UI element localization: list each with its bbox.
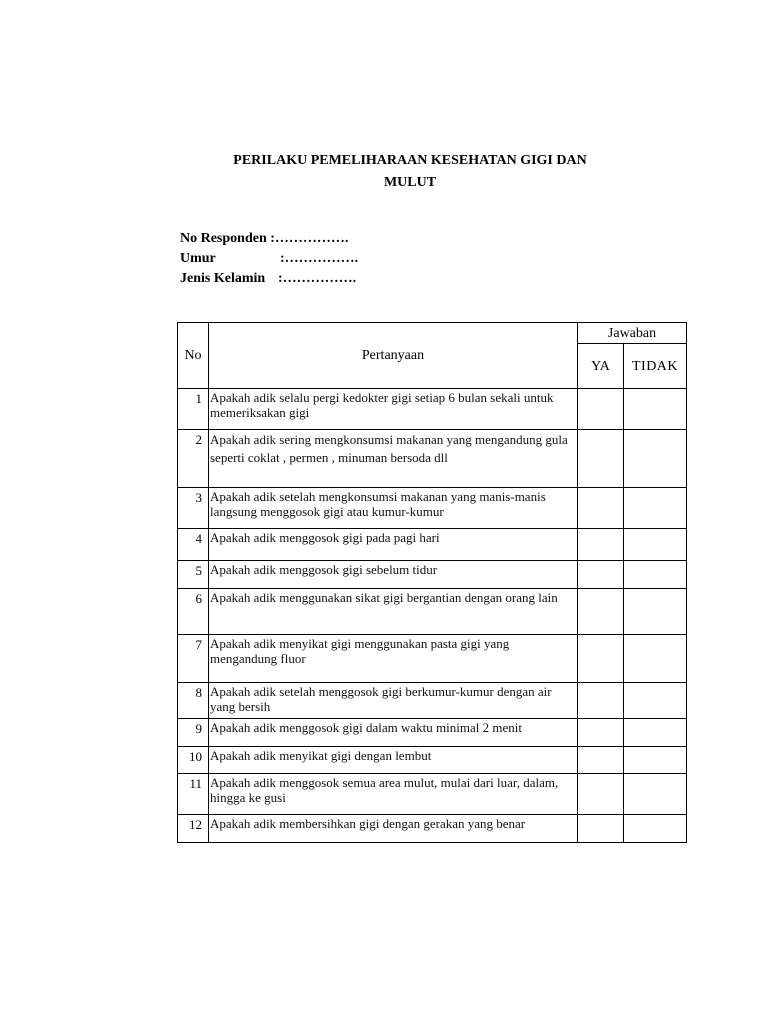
gender-label: Jenis Kelamin	[180, 271, 266, 286]
table-row	[178, 747, 687, 774]
column-header-no-answer: TIDAK	[624, 344, 687, 389]
answer-no-cell[interactable]	[624, 774, 687, 815]
respondent-info	[180, 229, 358, 289]
answer-yes-cell[interactable]	[578, 389, 624, 430]
respondent-number-field[interactable]: …………….	[274, 231, 349, 246]
answer-yes-cell[interactable]	[578, 774, 624, 815]
table-row	[178, 389, 687, 430]
answer-no-cell[interactable]	[624, 815, 687, 843]
row-number: 11	[178, 774, 209, 815]
question-text: Apakah adik setelah mengkonsumsi makanan yang manis-manis langsung menggosok gigi atau kumur-kumur	[209, 488, 578, 529]
answer-yes-cell[interactable]	[578, 589, 624, 635]
row-number: 9	[178, 719, 209, 747]
answer-no-cell[interactable]	[624, 747, 687, 774]
answer-yes-cell[interactable]	[578, 488, 624, 529]
table-row	[178, 589, 687, 635]
table-row	[178, 719, 687, 747]
answer-yes-cell[interactable]	[578, 529, 624, 561]
answer-no-cell[interactable]	[624, 561, 687, 589]
question-text: Apakah adik menggosok gigi dalam waktu minimal 2 menit	[209, 719, 578, 747]
table-row	[178, 683, 687, 719]
page-title-line-2: MULUT	[383, 175, 437, 190]
page-title-line-1: PERILAKU PEMELIHARAAN KESEHATAN GIGI DAN	[233, 153, 587, 168]
answer-no-cell[interactable]	[624, 683, 687, 719]
answer-yes-cell[interactable]	[578, 719, 624, 747]
row-number: 3	[178, 488, 209, 529]
answer-no-cell[interactable]	[624, 389, 687, 430]
column-header-question: Pertanyaan	[209, 323, 578, 389]
column-header-answer: Jawaban	[578, 323, 687, 344]
question-text: Apakah adik menyikat gigi dengan lembut	[209, 747, 578, 774]
answer-no-cell[interactable]	[624, 529, 687, 561]
row-number: 5	[178, 561, 209, 589]
answer-yes-cell[interactable]	[578, 635, 624, 683]
page-title	[200, 150, 620, 194]
answer-no-cell[interactable]	[624, 719, 687, 747]
question-text: Apakah adik menggosok gigi sebelum tidur	[209, 561, 578, 589]
table-row	[178, 529, 687, 561]
table-row	[178, 774, 687, 815]
question-text: Apakah adik menggunakan sikat gigi bergantian dengan orang lain	[209, 589, 578, 635]
questionnaire-table	[177, 322, 687, 843]
age-field[interactable]: :…………….	[280, 251, 359, 266]
answer-yes-cell[interactable]	[578, 815, 624, 843]
respondent-number-label: No Responden :	[180, 231, 275, 246]
row-number: 12	[178, 815, 209, 843]
row-number: 6	[178, 589, 209, 635]
column-header-no: No	[178, 323, 209, 389]
question-text: Apakah adik menyikat gigi menggunakan pasta gigi yang mengandung fluor	[209, 635, 578, 683]
answer-no-cell[interactable]	[624, 488, 687, 529]
question-text: Apakah adik menggosok gigi pada pagi hari	[209, 529, 578, 561]
answer-no-cell[interactable]	[624, 635, 687, 683]
row-number: 8	[178, 683, 209, 719]
table-row	[178, 430, 687, 488]
row-number: 1	[178, 389, 209, 430]
question-text: Apakah adik setelah menggosok gigi berkumur-kumur dengan air yang bersih	[209, 683, 578, 719]
question-text: Apakah adik selalu pergi kedokter gigi setiap 6 bulan sekali untuk memeriksakan gigi	[209, 389, 578, 430]
respondent-number-row	[180, 229, 358, 249]
table-row	[178, 635, 687, 683]
question-text: Apakah adik menggosok semua area mulut, mulai dari luar, dalam, hingga ke gusi	[209, 774, 578, 815]
table-row	[178, 561, 687, 589]
age-label: Umur	[180, 251, 216, 266]
gender-field[interactable]: :…………….	[278, 271, 357, 286]
row-number: 2	[178, 430, 209, 488]
row-number: 7	[178, 635, 209, 683]
table-row	[178, 815, 687, 843]
row-number: 10	[178, 747, 209, 774]
answer-no-cell[interactable]	[624, 430, 687, 488]
answer-yes-cell[interactable]	[578, 430, 624, 488]
answer-no-cell[interactable]	[624, 589, 687, 635]
answer-yes-cell[interactable]	[578, 747, 624, 774]
gender-row	[180, 269, 358, 289]
question-text: Apakah adik sering mengkonsumsi makanan yang mengandung gula seperti coklat , permen , minuman bersoda dll	[209, 430, 578, 488]
answer-yes-cell[interactable]	[578, 683, 624, 719]
table-row	[178, 488, 687, 529]
answer-yes-cell[interactable]	[578, 561, 624, 589]
column-header-yes: YA	[578, 344, 624, 389]
age-row	[180, 249, 358, 269]
question-text: Apakah adik membersihkan gigi dengan gerakan yang benar	[209, 815, 578, 843]
row-number: 4	[178, 529, 209, 561]
